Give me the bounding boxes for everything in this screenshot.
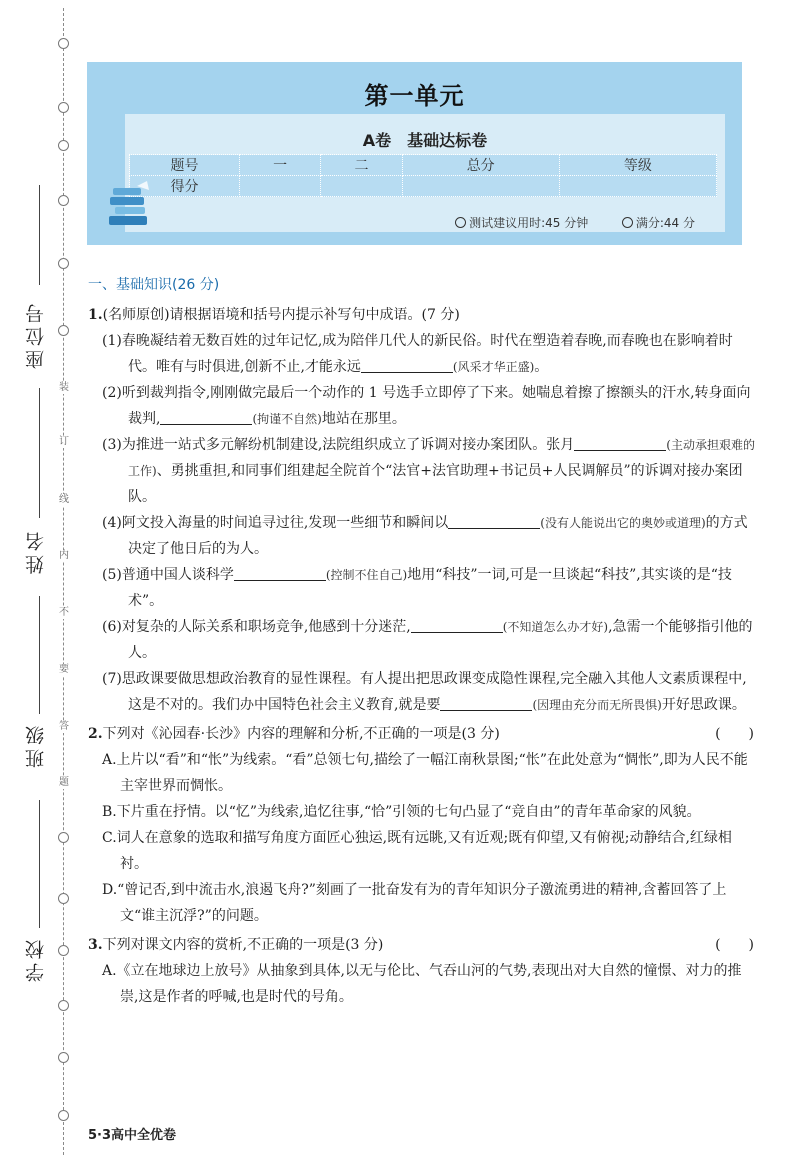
score-input-cell[interactable] [559,176,716,197]
sub-item: (3)为推进一站式多元解纷机制建设,法院组织成立了诉调对接办案团队。张月 (主动承担艰难的工作)、勇挑重担,和同事们组建起全院首个“法官+法官助理+书记员+人民调解员”的诉调对接办案团队。 [102,437,755,505]
table-cell: 题号 [130,155,240,176]
binding-char: 答 [59,721,69,732]
hint-note: (控制不住自己) [325,568,408,582]
binding-char: 要 [59,664,69,675]
score-table [129,154,717,197]
answer-paren[interactable]: ( ) [715,937,754,953]
answer-blank[interactable] [411,619,503,633]
question-number: 1. [88,307,103,323]
score-table-score-row [130,176,717,197]
banner-inner-panel [125,114,725,232]
score-input-cell[interactable] [321,176,402,197]
clock-icon [455,217,466,228]
hint-note: (主动承担艰难的工作) [128,438,755,478]
table-cell: 等级 [559,155,716,176]
hint-note: (没有人能说出它的奥妙或道理) [540,516,706,530]
question-2 [88,721,758,929]
time-suggestion: 测试建议用时:45 分钟 [469,216,589,230]
binding-char: 装 [59,382,69,393]
exam-meta [455,214,695,231]
hint-note: (拘谨不自然) [252,412,322,426]
binding-hole [58,195,69,206]
binding-hole [58,102,69,113]
binding-hole [58,893,69,904]
answer-paren[interactable]: ( ) [715,726,754,742]
class-label: 班级 [25,722,47,768]
sub-item: (7)思政课要做思想政治教育的显性课程。有人提出把思政课变成隐性课程,完全融入其他人文素质课程中,这是不对的。我们办中国特色社会主义教育,就是要 (因理由充分而无所畏惧)开好思政课。 [102,671,747,713]
books-illustration-icon [107,180,153,232]
paper-subtitle: A卷 基础达标卷 [362,131,488,150]
answer-blank[interactable] [448,515,540,529]
name-line [39,388,40,518]
question-1 [88,302,758,718]
answer-blank[interactable] [574,437,666,451]
binding-char: 线 [59,494,69,505]
table-cell: 得分 [130,176,240,197]
question-stem: ( ) 2.下列对《沁园春·长沙》内容的理解和分析,不正确的一项是(3 分) [88,721,758,747]
hint-note: (因理由充分而无所畏惧) [532,698,662,712]
question-stem: 1.(名师原创)请根据语境和括号内提示补写句中成语。(7 分) [88,307,460,323]
binding-hole [58,325,69,336]
binding-hole [58,258,69,269]
unit-title: 第一单元 [364,82,465,110]
binding-hole [58,945,69,956]
table-cell: 二 [321,155,402,176]
binding-strip [0,0,80,1163]
binding-char: 内 [59,550,69,561]
question-stem: ( ) 3.下列对课文内容的赏析,不正确的一项是(3 分) [88,932,758,958]
sub-item: (5)普通中国人谈科学 (控制不住自己)地用“科技”一词,可是一旦谈起“科技”,其实谈的是“技术”。 [102,567,732,609]
binding-hole [58,38,69,49]
option-c[interactable]: C.词人在意象的选取和描写角度方面匠心独运,既有远眺,又有近观;既有仰望,又有俯视;动静结合,红绿相衬。 [102,830,732,872]
publisher-footer: 5·3高中全优卷 [88,1128,177,1143]
table-cell: 一 [240,155,321,176]
sub-item: (2)听到裁判指令,刚刚做完最后一个动作的 1 号选手立即停了下来。她喘息着擦了擦额头的汗水,转身面向裁判, (拘谨不自然)地站在那里。 [102,385,751,427]
check-circle-icon [622,217,633,228]
binding-char: 题 [59,777,69,788]
school-label: 学校 [25,936,47,982]
hint-note: (不知道怎么办才好) [502,620,609,634]
option-a[interactable]: A.《立在地球边上放号》从抽象到具体,以无与伦比、气吞山河的气势,表现出对大自然的憧憬、对力的推崇,这是作者的呼喊,也是时代的号角。 [102,963,742,1005]
seat-label: 座位号 [25,300,47,369]
binding-hole [58,832,69,843]
question-content [88,272,758,1010]
unit-banner [87,62,742,245]
score-table-header-row [130,155,717,176]
binding-char: 不 [59,607,69,618]
seat-line [39,185,40,285]
sub-item: (1)春晚凝结着无数百姓的过年记忆,成为陪伴几代人的新民俗。时代在塑造着春晚,而春晚也在影响着时代。唯有与时俱进,创新不止,才能永远 (风采才华正盛)。 [102,333,733,375]
option-d[interactable]: D.“曾记否,到中流击水,浪遏飞舟?”刻画了一批奋发有为的青年知识分子激流勇进的精神,含蓄回答了上文“谁主沉浮?”的问题。 [102,882,727,924]
binding-hole [58,1000,69,1011]
binding-hole [58,1110,69,1121]
option-b[interactable]: B.下片重在抒情。以“忆”为线索,追忆往事,“恰”引领的七句凸显了“竞自由”的青年革命家的风貌。 [102,804,701,820]
class-line [39,596,40,714]
option-a[interactable]: A.上片以“看”和“怅”为线索。“看”总领七句,描绘了一幅江南秋景图;“怅”在此处意为“惆怅”,即为人民不能主宰世界而惆怅。 [102,752,748,794]
sub-item: (6)对复杂的人际关系和职场竞争,他感到十分迷茫, (不知道怎么办才好),急需一个能够指引他的人。 [102,619,753,661]
score-input-cell[interactable] [240,176,321,197]
school-line [39,800,40,928]
hint-note: (风采才华正盛) [452,360,535,374]
section-heading: 一、基础知识(26 分) [88,277,220,293]
table-cell: 总分 [402,155,559,176]
full-score: 满分:44 分 [635,216,695,230]
question-number: 3. [88,937,103,953]
name-label: 姓名 [25,528,47,574]
answer-blank[interactable] [234,567,326,581]
answer-blank[interactable] [361,359,453,373]
answer-blank[interactable] [440,697,532,711]
binding-hole [58,1052,69,1063]
binding-hole [58,140,69,151]
score-input-cell[interactable] [402,176,559,197]
answer-blank[interactable] [160,411,252,425]
binding-char: 订 [59,436,69,447]
cut-line [63,8,64,1155]
question-number: 2. [88,726,103,742]
question-3 [88,932,758,1010]
sub-item: (4)阿文投入海量的时间追寻过往,发现一些细节和瞬间以 (没有人能说出它的奥妙或道理)的方式决定了他日后的为人。 [102,515,748,557]
